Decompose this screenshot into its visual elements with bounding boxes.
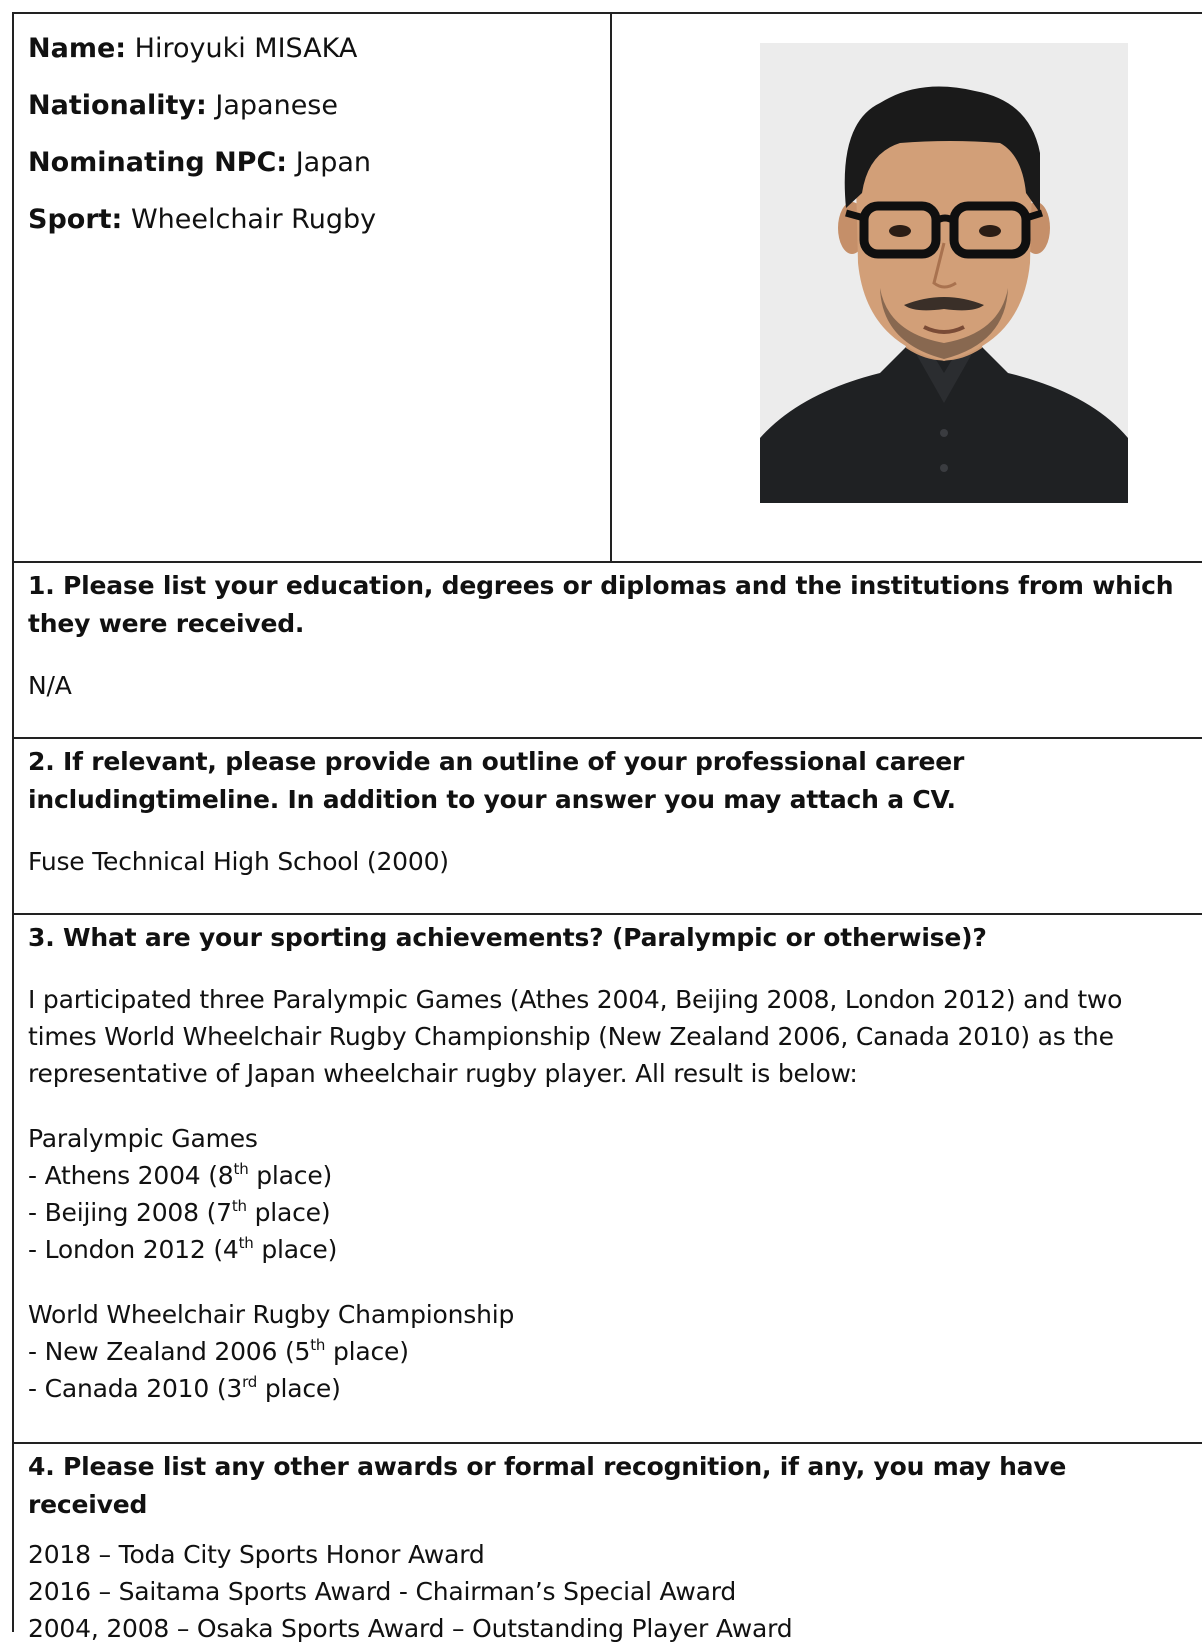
achievements-section <box>14 915 1202 1444</box>
spacer <box>28 1524 1188 1536</box>
awards-section <box>14 1444 1202 1644</box>
achievements-intro: I participated three Paralympic Games (Athes 2004, Beijing 2008, London 2012) and two times World Wheelchair Rugby Championship (New Zealand 2006, Canada 2010) as the representative of Japan wheelchair rugby player. All result is below: <box>28 985 1123 1088</box>
career-answer: Fuse Technical High School (2000) <box>28 847 449 876</box>
sport-field <box>28 191 596 248</box>
nationality-label: Nationality: <box>28 90 207 121</box>
portrait-illustration <box>760 43 1128 503</box>
spacer <box>28 643 1188 667</box>
sport-label: Sport: <box>28 204 123 235</box>
npc-value: Japan <box>295 147 371 178</box>
nationality-value: Japanese <box>215 90 338 121</box>
list-item: - Beijing 2008 (7th place) <box>28 1197 331 1227</box>
paralympics-heading: Paralympic Games <box>28 1124 258 1153</box>
npc-field <box>28 134 596 191</box>
spacer <box>28 1268 1188 1296</box>
career-question: 2. If relevant, please provide an outline of your professional career includingtimeline. In addition to your answer you may attach a CV. <box>28 747 965 814</box>
paralympics-list <box>28 1157 1188 1268</box>
awards-question: 4. Please list any other awards or formal recognition, if any, you may have received <box>28 1452 1067 1519</box>
sport-value: Wheelchair Rugby <box>130 204 377 235</box>
name-label: Name: <box>28 33 127 64</box>
education-answer: N/A <box>28 671 72 700</box>
spacer <box>28 1092 1188 1120</box>
name-value: Hiroyuki MISAKA <box>134 33 358 64</box>
list-item: - Canada 2010 (3rd place) <box>28 1373 341 1403</box>
spacer <box>28 957 1188 981</box>
photo-cell <box>612 14 1202 561</box>
list-item: - New Zealand 2006 (5th place) <box>28 1336 409 1366</box>
profile-details <box>14 14 612 561</box>
list-item: 2016 – Saitama Sports Award - Chairman’s Special Award <box>28 1577 737 1606</box>
name-field <box>28 20 596 77</box>
list-item: - Athens 2004 (8th place) <box>28 1160 333 1190</box>
spacer <box>28 819 1188 843</box>
career-section <box>14 739 1202 915</box>
nomination-form <box>12 12 1202 1643</box>
championship-list <box>28 1333 1188 1407</box>
education-question: 1. Please list your education, degrees or diplomas and the institutions from which they were received. <box>28 571 1174 638</box>
profile-photo <box>760 43 1128 503</box>
championship-heading: World Wheelchair Rugby Championship <box>28 1300 515 1329</box>
list-item: - London 2012 (4th place) <box>28 1234 338 1264</box>
nationality-field <box>28 77 596 134</box>
npc-label: Nominating NPC: <box>28 147 288 178</box>
achievements-question: 3. What are your sporting achievements? (Paralympic or otherwise)? <box>28 923 987 952</box>
list-item: 2004, 2008 – Osaka Sports Award – Outstanding Player Award <box>28 1614 793 1643</box>
profile-row <box>14 14 1202 563</box>
list-item: 2018 – Toda City Sports Honor Award <box>28 1540 485 1569</box>
education-section <box>14 563 1202 739</box>
